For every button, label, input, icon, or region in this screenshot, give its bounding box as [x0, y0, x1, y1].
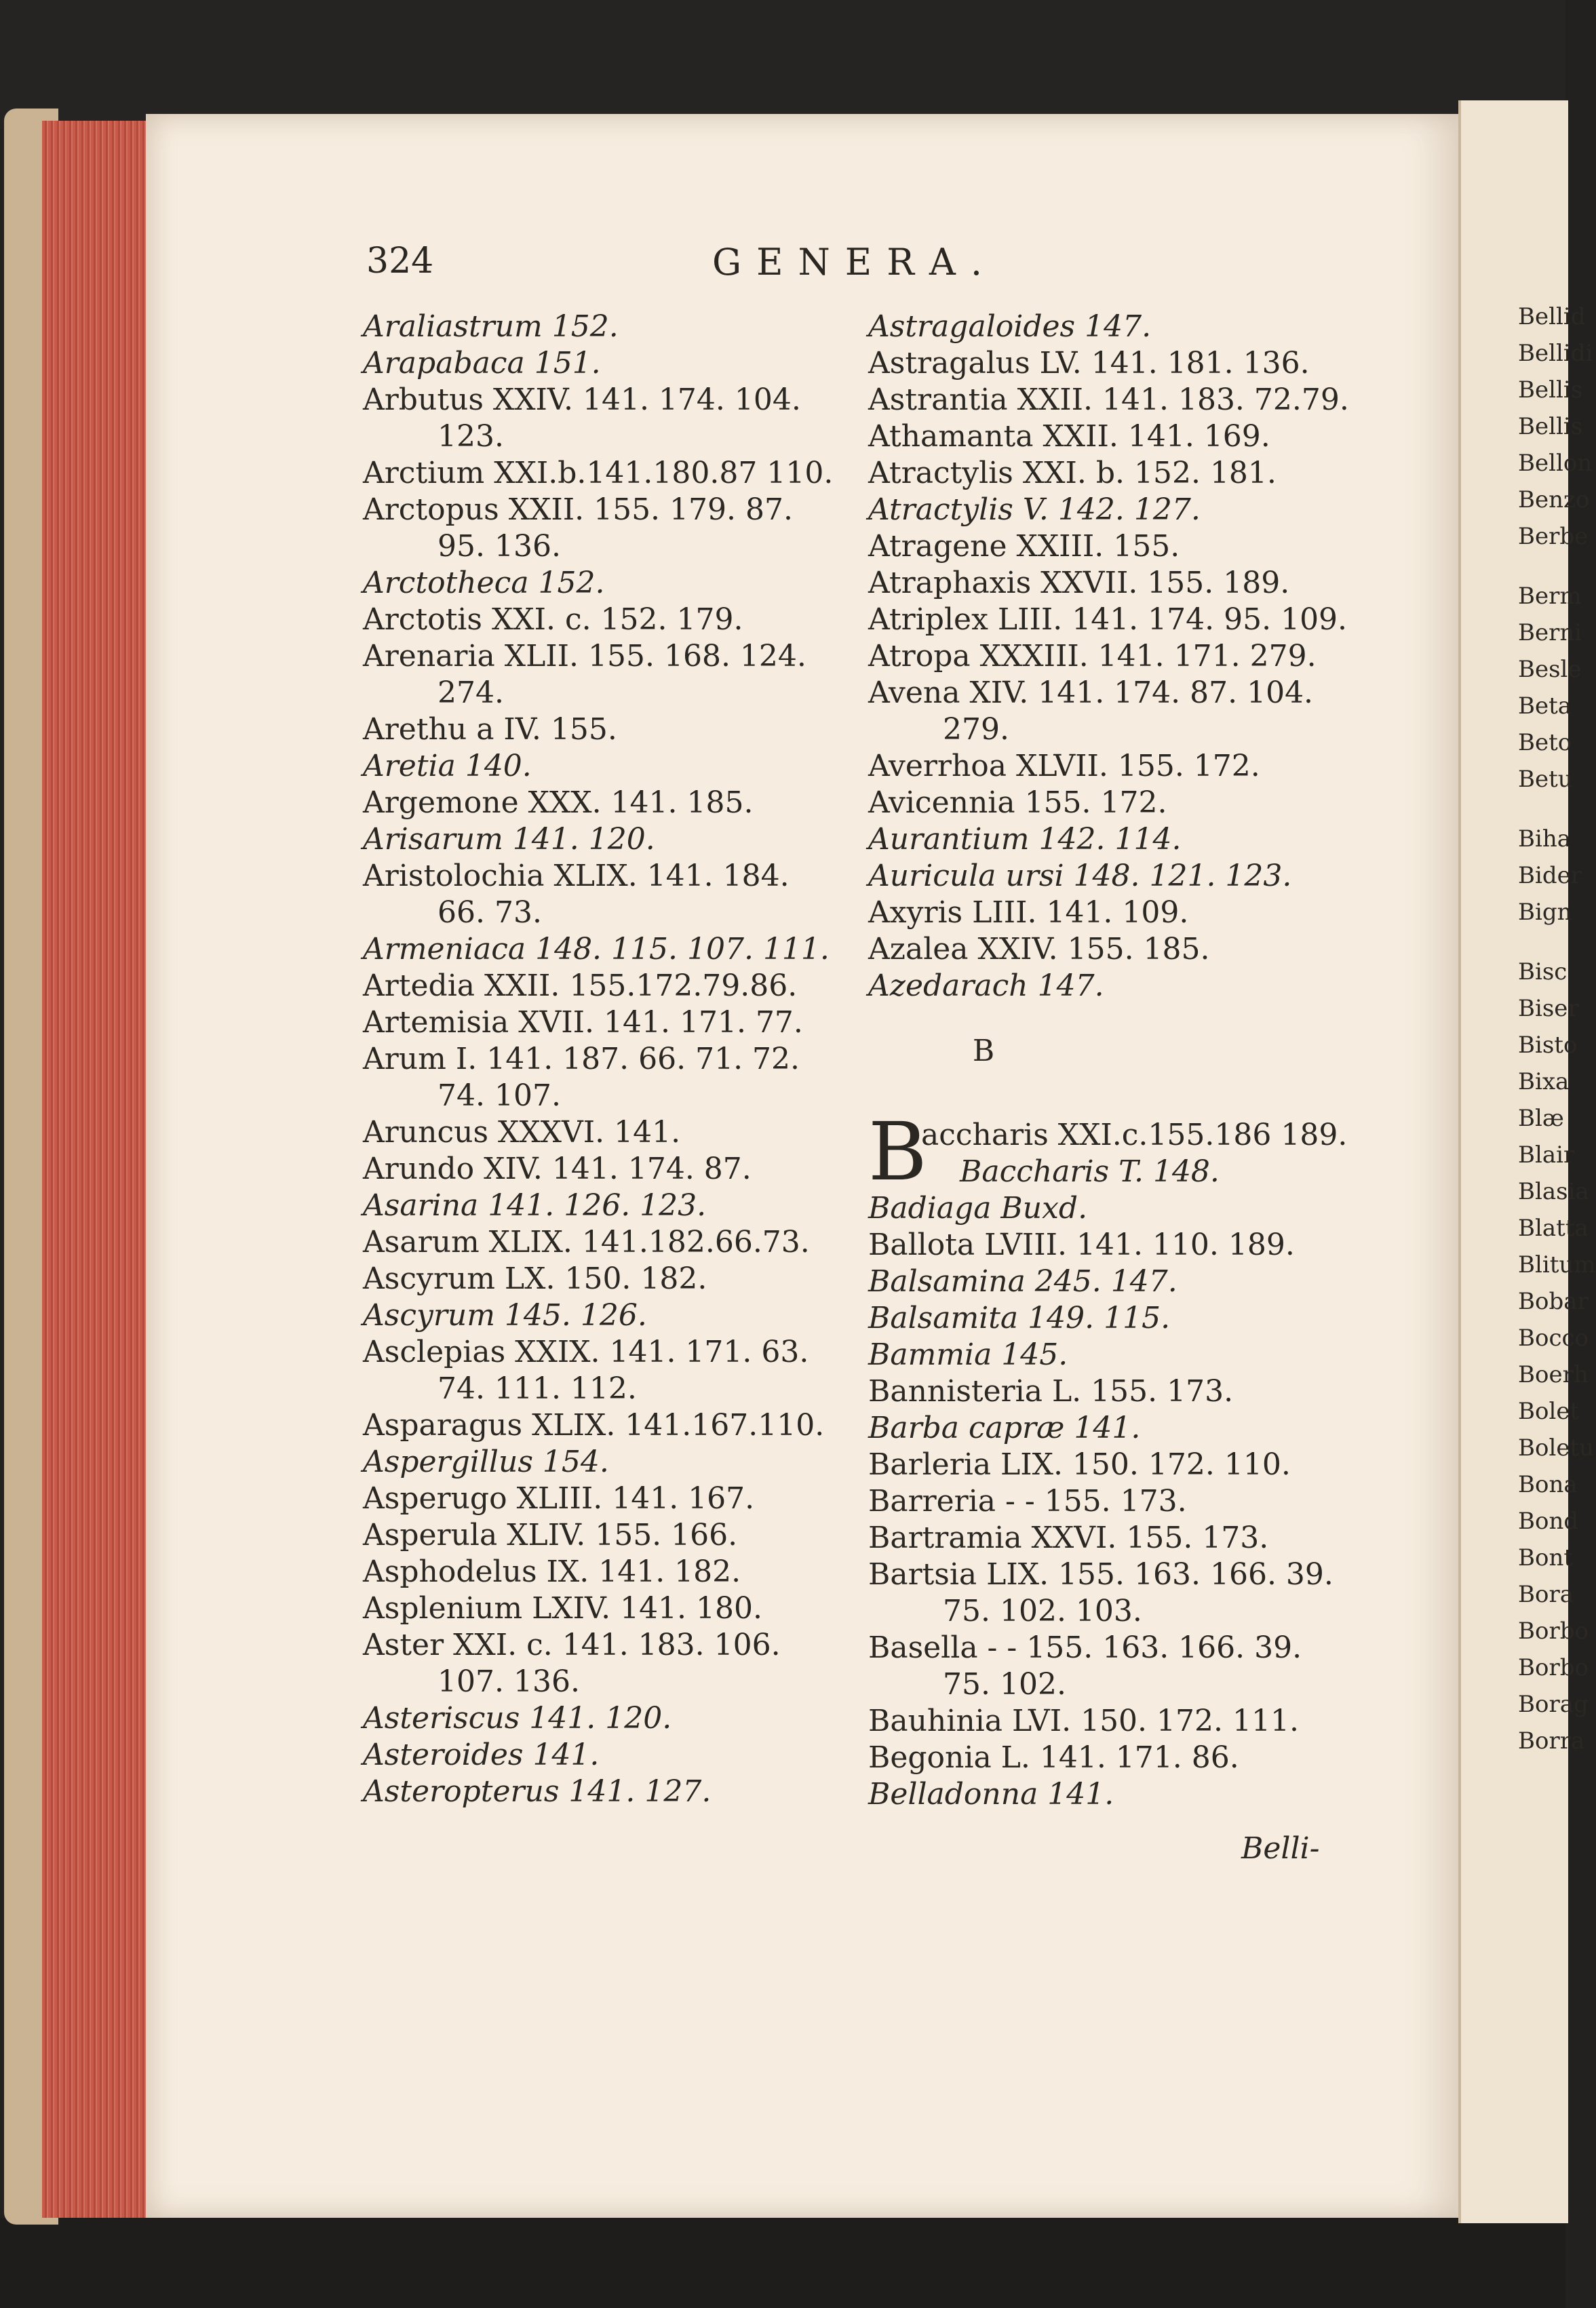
right-column-b-entries — [868, 1190, 1357, 1813]
index-entry: Arctotheca 152. — [363, 566, 605, 600]
index-entry: 75. 102. — [943, 1667, 1066, 1702]
next-page-entry-fragment: Blitum — [1518, 1251, 1596, 1278]
index-entry: 75. 102. 103. — [943, 1594, 1142, 1628]
index-entry: Atropa XXXIII. 141. 171. 279. — [868, 639, 1317, 673]
dropcap-entry — [868, 1105, 1357, 1198]
index-entry: Belladonna 141. — [868, 1777, 1114, 1812]
page-number: 324 — [366, 241, 434, 281]
index-entry: Asplenium LXIV. 141. 180. — [363, 1591, 762, 1626]
next-page-entry-fragment: Bellid — [1518, 303, 1586, 330]
index-entry: Aretia 140. — [363, 749, 532, 783]
index-entry: Athamanta XXII. 141. 169. — [868, 419, 1270, 454]
index-entry: Aster XXI. c. 141. 183. 106. — [363, 1628, 781, 1662]
next-page-entry-fragment: Blair — [1518, 1141, 1575, 1169]
next-page-entry-fragment: Bobar — [1518, 1288, 1589, 1315]
index-entry: Badiaga Buxd. — [868, 1191, 1088, 1226]
index-entry: Aspergillus 154. — [363, 1445, 609, 1479]
next-page-entry-fragment: Bocco — [1518, 1325, 1589, 1352]
index-entry: Balsamita 149. 115. — [868, 1301, 1171, 1335]
index-entry: 95. 136. — [437, 529, 561, 564]
next-page-entry-fragment: Betu — [1518, 766, 1573, 793]
index-entry: Arbutus XXIV. 141. 174. 104. — [363, 383, 801, 417]
index-entry: Asteriscus 141. 120. — [363, 1701, 672, 1736]
next-page-entry-fragment: Bisc — [1518, 958, 1568, 985]
index-entry: Ascyrum LX. 150. 182. — [363, 1261, 707, 1296]
next-page-entry-fragment: Berni — [1518, 619, 1582, 646]
index-entry: Balsamina 245. 147. — [868, 1264, 1177, 1299]
index-entry: Bartramia XXVI. 155. 173. — [868, 1521, 1269, 1555]
index-entry: Arctopus XXII. 155. 179. 87. — [363, 492, 793, 527]
next-page-entry-fragment: Benzo — [1518, 486, 1590, 513]
next-page-entry-fragment: Bellis — [1518, 413, 1583, 440]
dropcap: B — [868, 1105, 927, 1198]
index-entry: Begonia L. 141. 171. 86. — [868, 1740, 1239, 1775]
index-entry: Azalea XXIV. 155. 185. — [868, 932, 1210, 966]
next-page-entry-fragment: Bellis — [1518, 376, 1583, 404]
next-page-entry-fragment: Beta — [1518, 692, 1572, 720]
next-page-entry-fragment: Bign — [1518, 899, 1572, 926]
index-entry: 74. 111. 112. — [437, 1371, 637, 1406]
dropcap-first-line: accharis XXI.c.155.186 189. — [921, 1118, 1348, 1152]
index-entry: Argemone XXX. 141. 185. — [363, 785, 754, 820]
next-page-entry-fragment: Blatta — [1518, 1215, 1589, 1242]
next-page-entry-fragment: Borbo — [1518, 1618, 1589, 1645]
index-entry: Arum I. 141. 187. 66. 71. 72. — [363, 1042, 800, 1076]
index-entry: Axyris LIII. 141. 109. — [868, 895, 1189, 930]
index-entry: Aurantium 142. 114. — [868, 822, 1182, 857]
catchword: Belli- — [1241, 1831, 1320, 1866]
index-entry: Atraphaxis XXVII. 155. 189. — [868, 566, 1290, 600]
index-entry: Asarum XLIX. 141.182.66.73. — [363, 1225, 810, 1259]
left-column — [363, 309, 858, 1810]
next-page-entry-fragment: Borra — [1518, 1727, 1585, 1755]
index-entry: Atragene XXIII. 155. — [868, 529, 1180, 564]
index-entry: Asperula XLIV. 155. 166. — [363, 1518, 738, 1552]
next-page-entry-fragment: Berm — [1518, 583, 1582, 610]
index-entry: Arenaria XLII. 155. 168. 124. — [363, 639, 806, 673]
index-entry: 123. — [437, 419, 504, 454]
section-letter: B — [972, 1034, 995, 1068]
next-page-entry-fragment: Biha — [1518, 825, 1572, 853]
index-entry: Arethu a IV. 155. — [363, 712, 617, 747]
next-page-entry-fragment: Borag — [1518, 1691, 1589, 1718]
index-entry: Atractylis V. 142. 127. — [868, 492, 1201, 527]
index-entry: Bammia 145. — [868, 1337, 1068, 1372]
index-entry: Asperugo XLIII. 141. 167. — [363, 1481, 755, 1516]
index-entry: Bauhinia LVI. 150. 172. 111. — [868, 1704, 1299, 1738]
index-entry: Arisarum 141. 120. — [363, 822, 655, 857]
background-top — [0, 0, 1565, 129]
index-entry: Asphodelus IX. 141. 182. — [363, 1554, 741, 1589]
index-entry: Avicennia 155. 172. — [868, 785, 1167, 820]
index-entry: Arapabaca 151. — [363, 346, 601, 380]
index-entry: Araliastrum 152. — [363, 309, 619, 344]
index-entry: Basella - - 155. 163. 166. 39. — [868, 1630, 1302, 1665]
page-edges — [42, 121, 151, 2218]
next-page-entry-fragment: Bider — [1518, 862, 1582, 889]
index-entry: Asparagus XLIX. 141.167.110. — [363, 1408, 825, 1443]
index-entry: Atractylis XXI. b. 152. 181. — [868, 456, 1277, 490]
index-entry: Averrhoa XLVII. 155. 172. — [868, 749, 1260, 783]
next-page-entry-fragment: Bora — [1518, 1581, 1574, 1608]
index-entry: Barreria - - 155. 173. — [868, 1484, 1187, 1519]
index-entry: Avena XIV. 141. 174. 87. 104. — [868, 676, 1314, 710]
index-entry: Astragaloides 147. — [868, 309, 1152, 344]
next-page-fragments — [1518, 298, 1596, 1759]
index-entry: Arundo XIV. 141. 174. 87. — [363, 1152, 752, 1186]
next-page-entry-fragment: Bolet — [1518, 1398, 1580, 1425]
index-entry: Armeniaca 148. 115. 107. 111. — [363, 932, 830, 966]
right-column — [868, 309, 1357, 1813]
index-entry: Bannisteria L. 155. 173. — [868, 1374, 1234, 1409]
index-entry: Astrantia XXII. 141. 183. 72.79. — [868, 383, 1349, 417]
index-entry: Asarina 141. 126. 123. — [363, 1188, 707, 1223]
next-page-entry-fragment: Blæ — [1518, 1105, 1564, 1132]
next-page-entry-fragment: Boerh — [1518, 1361, 1589, 1388]
next-page-entry-fragment: Bellon — [1518, 450, 1593, 477]
next-page-entry-fragment: Beto — [1518, 729, 1572, 756]
next-page-entry-fragment: Bont — [1518, 1544, 1574, 1571]
next-page-entry-fragment: Bond — [1518, 1508, 1579, 1535]
next-page-entry-fragment: Bixa — [1518, 1068, 1570, 1095]
index-entry: Aruncus XXXVI. 141. — [363, 1115, 681, 1150]
index-entry: Azedarach 147. — [868, 969, 1104, 1003]
index-entry: Arctium XXI.b.141.180.87 110. — [363, 456, 834, 490]
right-column-a-entries — [868, 309, 1357, 1004]
index-entry: Ballota LVIII. 141. 110. 189. — [868, 1228, 1295, 1262]
next-page-entry-fragment: Berbe — [1518, 523, 1589, 550]
index-entry: Asteroides 141. — [363, 1738, 600, 1772]
index-entry: Barba capræ 141. — [868, 1411, 1141, 1445]
next-page-entry-fragment: Biser — [1518, 995, 1579, 1022]
index-entry: Auricula ursi 148. 121. 123. — [868, 859, 1292, 893]
next-page-entry-fragment: Blasia — [1518, 1178, 1589, 1205]
index-entry: 274. — [437, 676, 504, 710]
next-page-entry-fragment: Bisto — [1518, 1032, 1578, 1059]
index-entry: Ascyrum 145. 126. — [363, 1298, 647, 1333]
index-entry: 74. 107. — [437, 1078, 561, 1113]
next-page-entry-fragment: Borbo — [1518, 1654, 1589, 1681]
index-entry: 279. — [943, 712, 1009, 747]
index-entry: Barleria LIX. 150. 172. 110. — [868, 1447, 1291, 1482]
index-entry: Aristolochia XLIX. 141. 184. — [363, 859, 790, 893]
index-entry: Arctotis XXI. c. 152. 179. — [363, 602, 743, 637]
index-entry: Artedia XXII. 155.172.79.86. — [363, 969, 798, 1003]
next-page-entry-fragment: Bona — [1518, 1471, 1578, 1498]
index-entry: 66. 73. — [437, 895, 542, 930]
index-entry: Bartsia LIX. 155. 163. 166. 39. — [868, 1557, 1334, 1592]
page-title: GENERA. — [712, 241, 998, 283]
next-page-entry-fragment: Bellidi — [1518, 340, 1593, 367]
background-bottom — [0, 2218, 1565, 2308]
index-entry: Artemisia XVII. 141. 171. 77. — [363, 1005, 803, 1040]
index-entry: 107. 136. — [437, 1664, 580, 1699]
next-page-entry-fragment: Boletu — [1518, 1434, 1595, 1462]
index-entry: Asteropterus 141. 127. — [363, 1774, 712, 1809]
next-page-entry-fragment: Besle — [1518, 656, 1582, 683]
index-entry: Asclepias XXIX. 141. 171. 63. — [363, 1335, 809, 1369]
index-entry: Astragalus LV. 141. 181. 136. — [868, 346, 1310, 380]
index-entry: Atriplex LIII. 141. 174. 95. 109. — [868, 602, 1348, 637]
dropcap-second-line: Baccharis T. 148. — [960, 1154, 1220, 1189]
